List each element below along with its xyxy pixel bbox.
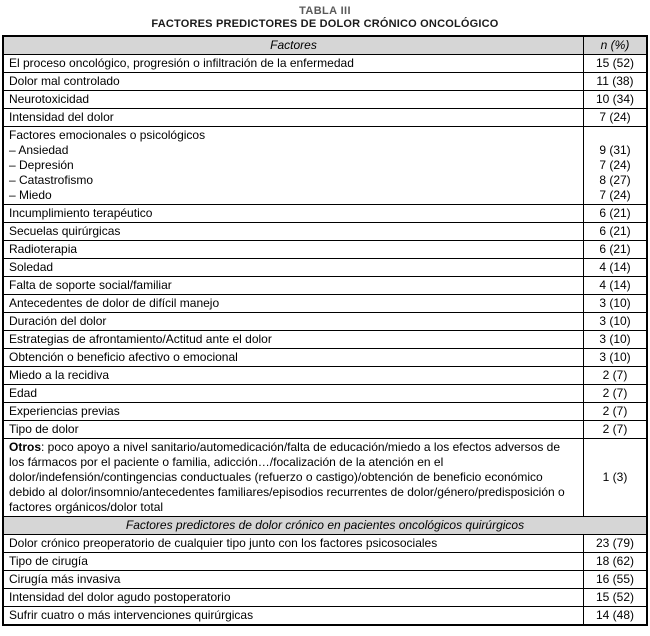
factor-cell: Incumplimiento terapéutico [3,205,584,223]
value-cell: 1 (3) [584,439,648,517]
factor-cell: Factores emocionales o psicológicos – Ansiedad – Depresión – Catastrofismo – Miedo [3,127,584,205]
value-cell: 7 (24) [584,109,648,127]
column-header-n: n (%) [584,36,648,55]
value-cell: 2 (7) [584,385,648,403]
value-cell: 4 (14) [584,277,648,295]
value-cell: 2 (7) [584,421,648,439]
table-row [3,385,647,403]
table-row [3,205,647,223]
factor-cell: Intensidad del dolor agudo postoperatorio [3,589,584,607]
value-cell: 6 (21) [584,205,648,223]
table-row [3,553,647,571]
value-cell: 11 (38) [584,73,648,91]
table-row [3,91,647,109]
table-caption [2,5,648,31]
table-row [3,535,647,553]
value-cell: 3 (10) [584,295,648,313]
value-cell: 18 (62) [584,553,648,571]
table-row [3,127,647,205]
factor-cell: Secuelas quirúrgicas [3,223,584,241]
factor-cell: Radioterapia [3,241,584,259]
factor-cell: Dolor crónico preoperatorio de cualquier tipo junto con los factores psicosociales [3,535,584,553]
table-row [3,607,647,626]
factor-cell: Tipo de cirugía [3,553,584,571]
value-cell: 6 (21) [584,223,648,241]
value-cell: 3 (10) [584,331,648,349]
table-row [3,277,647,295]
table-body [3,55,647,626]
table-row [3,589,647,607]
value-cell: 14 (48) [584,607,648,626]
factor-cell: Cirugía más invasiva [3,571,584,589]
table-row [3,571,647,589]
table-row [3,295,647,313]
factor-cell: Miedo a la recidiva [3,367,584,385]
factor-cell: Obtención o beneficio afectivo o emocional [3,349,584,367]
page-title: FACTORES PREDICTORES DE DOLOR CRÓNICO ONCOLÓGICO [151,18,499,30]
value-cell: 2 (7) [584,367,648,385]
factor-cell: Tipo de dolor [3,421,584,439]
value-cell: 3 (10) [584,313,648,331]
table-row [3,517,647,535]
factor-cell: Antecedentes de dolor de difícil manejo [3,295,584,313]
factor-cell: Soledad [3,259,584,277]
factor-cell: Edad [3,385,584,403]
factor-cell: Neurotoxicidad [3,91,584,109]
factor-cell: Dolor mal controlado [3,73,584,91]
value-cell: 9 (31) 7 (24) 8 (27) 7 (24) [584,127,648,205]
table-number: TABLA III [299,5,351,17]
table-row [3,73,647,91]
factor-cell: Intensidad del dolor [3,109,584,127]
factor-cell: Experiencias previas [3,403,584,421]
table-row [3,55,647,73]
value-cell: 23 (79) [584,535,648,553]
table-row [3,241,647,259]
value-cell: 4 (14) [584,259,648,277]
factor-cell: Otros: poco apoyo a nivel sanitario/automedicación/falta de educación/miedo a los efectos adversos de los fármacos por el paciente o familia, adicción…/focalización de la atención en el dolor/indefensión/contingencias conductuales (refuerzo o castigo)/obtención de beneficio económico debido al dolor/insomnio/antecedentes familiares/episodios recurrentes de dolor/género/predisposición o factores orgánicos/dolor total [3,439,584,517]
value-cell: 15 (52) [584,55,648,73]
value-cell: 16 (55) [584,571,648,589]
value-cell: 3 (10) [584,349,648,367]
factor-cell: Duración del dolor [3,313,584,331]
table-row [3,259,647,277]
table-row [3,313,647,331]
header-row [3,36,647,55]
table-row [3,349,647,367]
value-cell: 10 (34) [584,91,648,109]
factor-cell: Sufrir cuatro o más intervenciones quirúrgicas [3,607,584,626]
table-row [3,367,647,385]
column-header-factores: Factores [3,36,584,55]
factors-table [2,35,648,626]
table-row [3,403,647,421]
factor-cell: Estrategias de afrontamiento/Actitud ante el dolor [3,331,584,349]
table-row [3,109,647,127]
table-row [3,439,647,517]
table-row [3,421,647,439]
value-cell: 2 (7) [584,403,648,421]
factor-cell: El proceso oncológico, progresión o infiltración de la enfermedad [3,55,584,73]
value-cell: 15 (52) [584,589,648,607]
value-cell: 6 (21) [584,241,648,259]
factor-cell: Falta de soporte social/familiar [3,277,584,295]
section-header: Factores predictores de dolor crónico en pacientes oncológicos quirúrgicos [3,517,647,535]
table-head [3,36,647,55]
table-row [3,331,647,349]
table-row [3,223,647,241]
